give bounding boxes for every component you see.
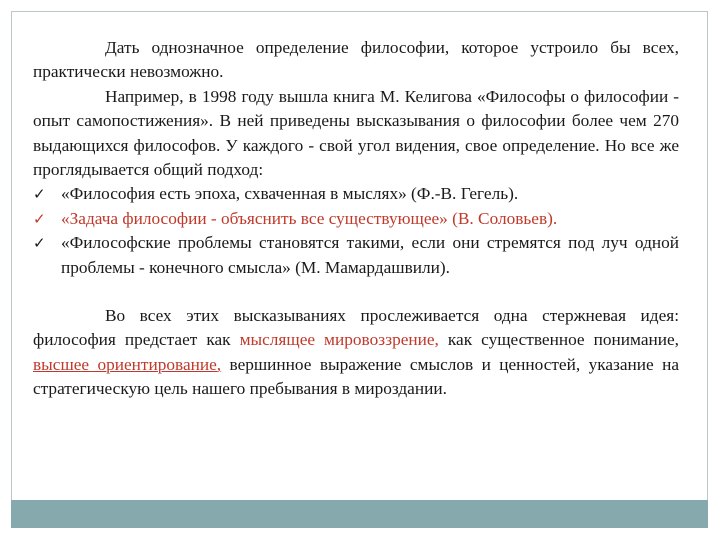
quote-item-solovyov <box>33 207 679 231</box>
paragraph-gap <box>33 280 679 304</box>
intro-paragraph: Дать однозначное определение философии, которое устроило бы всех, практически невозможно. <box>33 38 679 82</box>
quotes-list <box>33 182 679 280</box>
quote-item-hegel <box>33 182 679 206</box>
conclusion-text-2: как существенное понимание, <box>438 330 679 350</box>
conclusion-text-3: вершинное выражение смыслов и ценностей, указание на стратегическую цель нашего пребывания в мироздании. <box>33 354 679 399</box>
book-paragraph: Например, в 1998 году вышла книга М. Келигова «Философы о философии - опыт самопостижения». В ней приведены высказывания о философии более чем 270 выдающихся философов. У каждого - свой угол видения, свое определение. Но все же проглядывается общий подход: <box>33 86 679 180</box>
quote-text: «Задача философии - объяснить все существующее» (В. Соловьев). <box>61 208 558 228</box>
conclusion-paragraph <box>33 304 679 402</box>
check-icon: ✓ <box>33 185 46 204</box>
quote-item-mamardashvili <box>33 231 679 280</box>
conclusion-text-1: Во всех этих высказываниях прослеживается одна стержневая идея: философия предстает как <box>33 306 679 350</box>
check-icon: ✓ <box>33 209 46 228</box>
check-icon: ✓ <box>33 234 46 253</box>
quote-text: «Философские проблемы становятся такими, если они стремятся под луч одной проблемы - конечного смысла» (М. Мамардашвили). <box>61 233 679 277</box>
quote-text: «Философия есть эпоха, схваченная в мыслях» (Ф.-В. Гегель). <box>61 184 519 204</box>
slide-content <box>33 36 679 402</box>
conclusion-red-phrase: мыслящее мировоззрение, <box>239 330 439 350</box>
conclusion-underlined-phrase: высшее ориентирование, <box>33 354 222 374</box>
bottom-bar <box>11 500 708 528</box>
